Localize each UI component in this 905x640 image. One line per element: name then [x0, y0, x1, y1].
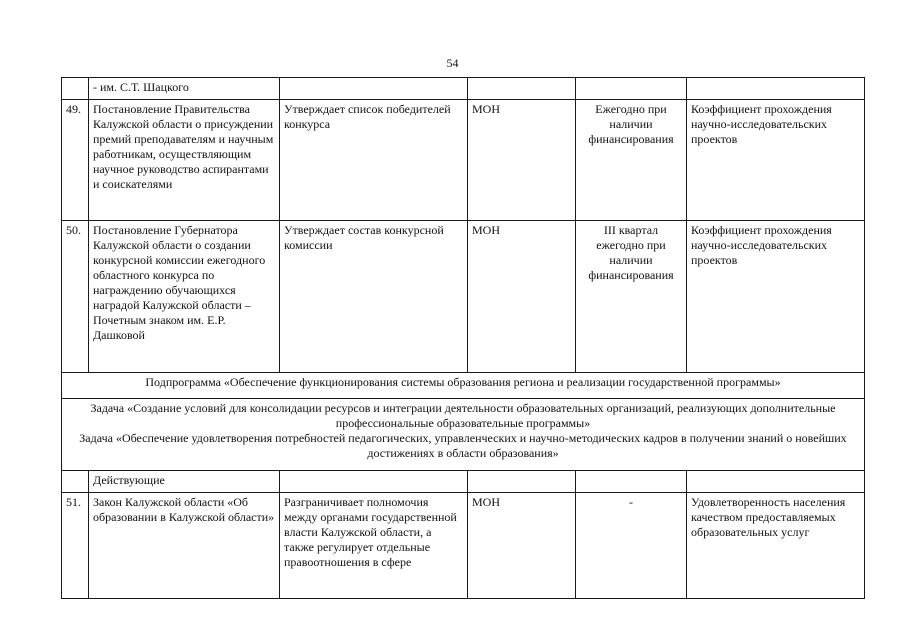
num-cell: [62, 78, 89, 100]
table-row: [62, 221, 865, 373]
executor-cell: [468, 78, 576, 100]
term-cell: III квартал ежегодно при наличии финансирования: [576, 221, 687, 373]
page-number: 54: [446, 56, 459, 70]
table-row: [62, 78, 865, 100]
content-cell: Утверждает список победителей конкурса: [280, 100, 468, 221]
num-cell: 49.: [62, 100, 89, 221]
task-heading-1: Задача «Создание условий для консолидации ресурсов и интеграции деятельности образовательных организаций, реализующих дополнительные профессиональные образовательные программы»: [90, 401, 836, 430]
subprogram-row: [62, 373, 865, 399]
executor-cell: МОН: [468, 100, 576, 221]
term-cell: Ежегодно при наличии финансирования: [576, 100, 687, 221]
task-heading-2: Задача «Обеспечение удовлетворения потребностей педагогических, управленческих и научно-методических кадров в получении знаний о новейших достижениях в области образования»: [79, 431, 847, 460]
indicator-cell: Коэффициент прохождения научно-исследовательских проектов: [687, 221, 865, 373]
tasks-row: [62, 399, 865, 471]
tasks-cell: [62, 399, 865, 471]
indicator-cell: [687, 471, 865, 493]
regulation-table: [61, 77, 865, 599]
name-cell: Постановление Губернатора Калужской области о создании конкурсной комиссии ежегодного областного конкурса по награждению обучающихся наградой Калужской области – Почетным знаком им. Е.Р. Дашковой: [89, 221, 280, 373]
indicator-cell: Коэффициент прохождения научно-исследовательских проектов: [687, 100, 865, 221]
content-cell: Утверждает состав конкурсной комиссии: [280, 221, 468, 373]
name-cell: - им. С.Т. Шацкого: [89, 78, 280, 100]
executor-cell: [468, 471, 576, 493]
section-row: [62, 471, 865, 493]
num-cell: 50.: [62, 221, 89, 373]
content-cell: [280, 471, 468, 493]
content-cell: Разграничивает полномочия между органами государственной власти Калужской области, а также регулирует отдельные правоотношения в сфере: [280, 493, 468, 599]
executor-cell: МОН: [468, 493, 576, 599]
num-cell: 51.: [62, 493, 89, 599]
subprogram-heading: Подпрограмма «Обеспечение функционирования системы образования региона и реализации государственной программы»: [62, 373, 865, 399]
executor-cell: МОН: [468, 221, 576, 373]
term-cell: -: [576, 493, 687, 599]
table-row: [62, 493, 865, 599]
name-cell: Закон Калужской области «Об образовании в Калужской области»: [89, 493, 280, 599]
num-cell: [62, 471, 89, 493]
table-row: [62, 100, 865, 221]
indicator-cell: [687, 78, 865, 100]
indicator-cell: Удовлетворенность населения качеством предоставляемых образовательных услуг: [687, 493, 865, 599]
term-cell: [576, 471, 687, 493]
content-cell: [280, 78, 468, 100]
section-label: Действующие: [89, 471, 280, 493]
name-cell: Постановление Правительства Калужской области о присуждении премий преподавателям и научным работникам, осуществляющим научное руководство аспирантами и соискателями: [89, 100, 280, 221]
term-cell: [576, 78, 687, 100]
